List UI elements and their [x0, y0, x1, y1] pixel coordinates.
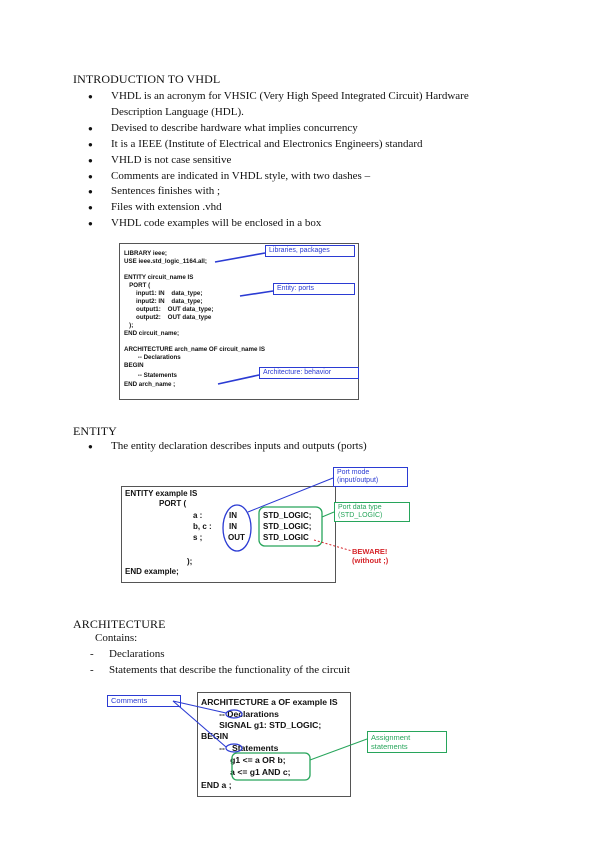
template-code-line: output1: OUT data_type;	[124, 306, 214, 313]
intro-bullet: ● Comments are indicated in VHDL style, with two dashes –	[88, 169, 518, 185]
architecture-contains: Contains:	[95, 632, 138, 644]
template-code-line: input2: IN data_type;	[124, 298, 203, 305]
template-code-line: LIBRARY ieee;	[124, 250, 167, 257]
entity-heading: ENTITY	[73, 424, 117, 438]
template-code-line: ENTITY circuit_name IS	[124, 274, 194, 281]
architecture-item: - Declarations	[90, 647, 490, 663]
template-code-line: input1: IN data_type;	[124, 290, 203, 297]
intro-bullet: ● VHLD is not case sensitive	[88, 153, 518, 169]
intro-bullet: ● VHDL is an acronym for VHSIC (Very High Speed Integrated Circuit) Hardware Description Language (HDL).	[88, 89, 518, 121]
callout-port-mode-line: (input/output)	[337, 477, 379, 484]
intro-bullet: ● VHDL code examples will be enclosed in a box	[88, 216, 518, 232]
entity-code-port: PORT (	[159, 499, 187, 508]
callout-libraries: Libraries, packages	[265, 245, 355, 257]
entity-code-close: );	[187, 557, 193, 566]
entity-port-mode: IN	[229, 522, 237, 531]
entity-port-mode: OUT	[228, 533, 245, 542]
beware-line: BEWARE!	[352, 547, 388, 556]
template-code-line: );	[124, 322, 134, 329]
template-code-line: -- Declarations	[124, 354, 181, 361]
arch-code-line: -- Declarations	[212, 709, 279, 719]
entity-port-mode: IN	[229, 511, 237, 520]
architecture-heading: ARCHITECTURE	[73, 617, 166, 631]
beware-line: (without ;)	[352, 556, 389, 565]
callout-port-mode-line: Port mode	[337, 469, 370, 476]
intro-bullet-list	[88, 89, 518, 232]
entity-port-name: a :	[193, 511, 203, 520]
architecture-list	[90, 647, 490, 678]
beware-note	[352, 547, 388, 565]
arch-code-line: g1 <= a OR b;	[223, 755, 286, 765]
callout-port-mode	[333, 467, 408, 487]
template-code-line: -- Statements	[124, 372, 177, 379]
entity-bullet: ● The entity declaration describes inputs and outputs (ports)	[88, 439, 518, 455]
callout-port-type-line: Port data type	[338, 504, 382, 511]
template-code-line: PORT (	[124, 282, 151, 289]
entity-bullet-list	[88, 439, 518, 455]
architecture-item: - Statements that describe the functionality of the circuit	[90, 663, 490, 679]
callout-entity-ports: Entity: ports	[273, 283, 355, 295]
entity-code-end: END example;	[125, 567, 179, 576]
template-code-line: ARCHITECTURE arch_name OF circuit_name IS	[124, 346, 265, 353]
arch-code-line: ARCHITECTURE a OF example IS	[201, 697, 338, 707]
arch-code-line: -- Statements	[212, 743, 279, 753]
entity-code-title: ENTITY example IS	[125, 489, 198, 498]
template-code-line: END circuit_name;	[124, 330, 180, 337]
intro-bullet: ● Devised to describe hardware what implies concurrency	[88, 121, 518, 137]
template-code-line: END arch_name ;	[124, 381, 176, 388]
intro-bullet: ● Sentences finishes with ;	[88, 184, 518, 200]
arch-code-line: END a ;	[201, 780, 232, 790]
intro-bullet: ● It is a IEEE (Institute of Electrical and Electronics Engineers) standard	[88, 137, 518, 153]
template-code-line: output2: OUT data_type	[124, 314, 212, 321]
template-code-line: USE ieee.std_logic_1164.all;	[124, 258, 207, 265]
callout-assignment-line: Assignment	[371, 733, 411, 742]
intro-bullet: ● Files with extension .vhd	[88, 200, 518, 216]
entity-port-type: STD_LOGIC	[263, 533, 309, 542]
callout-assignment	[367, 731, 447, 753]
entity-port-type: STD_LOGIC;	[263, 511, 312, 520]
template-code-line: BEGIN	[124, 362, 144, 369]
callout-port-type-line: (STD_LOGIC)	[338, 512, 383, 519]
callout-assignment-line: statements	[371, 742, 408, 751]
entity-port-type: STD_LOGIC;	[263, 522, 312, 531]
callout-port-type	[334, 502, 410, 522]
entity-port-name: s ;	[193, 533, 203, 542]
intro-heading: INTRODUCTION TO VHDL	[73, 72, 221, 86]
entity-port-name: b, c :	[193, 522, 212, 531]
arch-code-line: BEGIN	[201, 731, 229, 741]
arch-code-line: a <= g1 AND c;	[223, 767, 291, 777]
callout-architecture: Architecture: behavior	[259, 367, 359, 379]
callout-comments: Comments	[107, 695, 181, 707]
arch-code-line: SIGNAL g1: STD_LOGIC;	[212, 720, 322, 730]
